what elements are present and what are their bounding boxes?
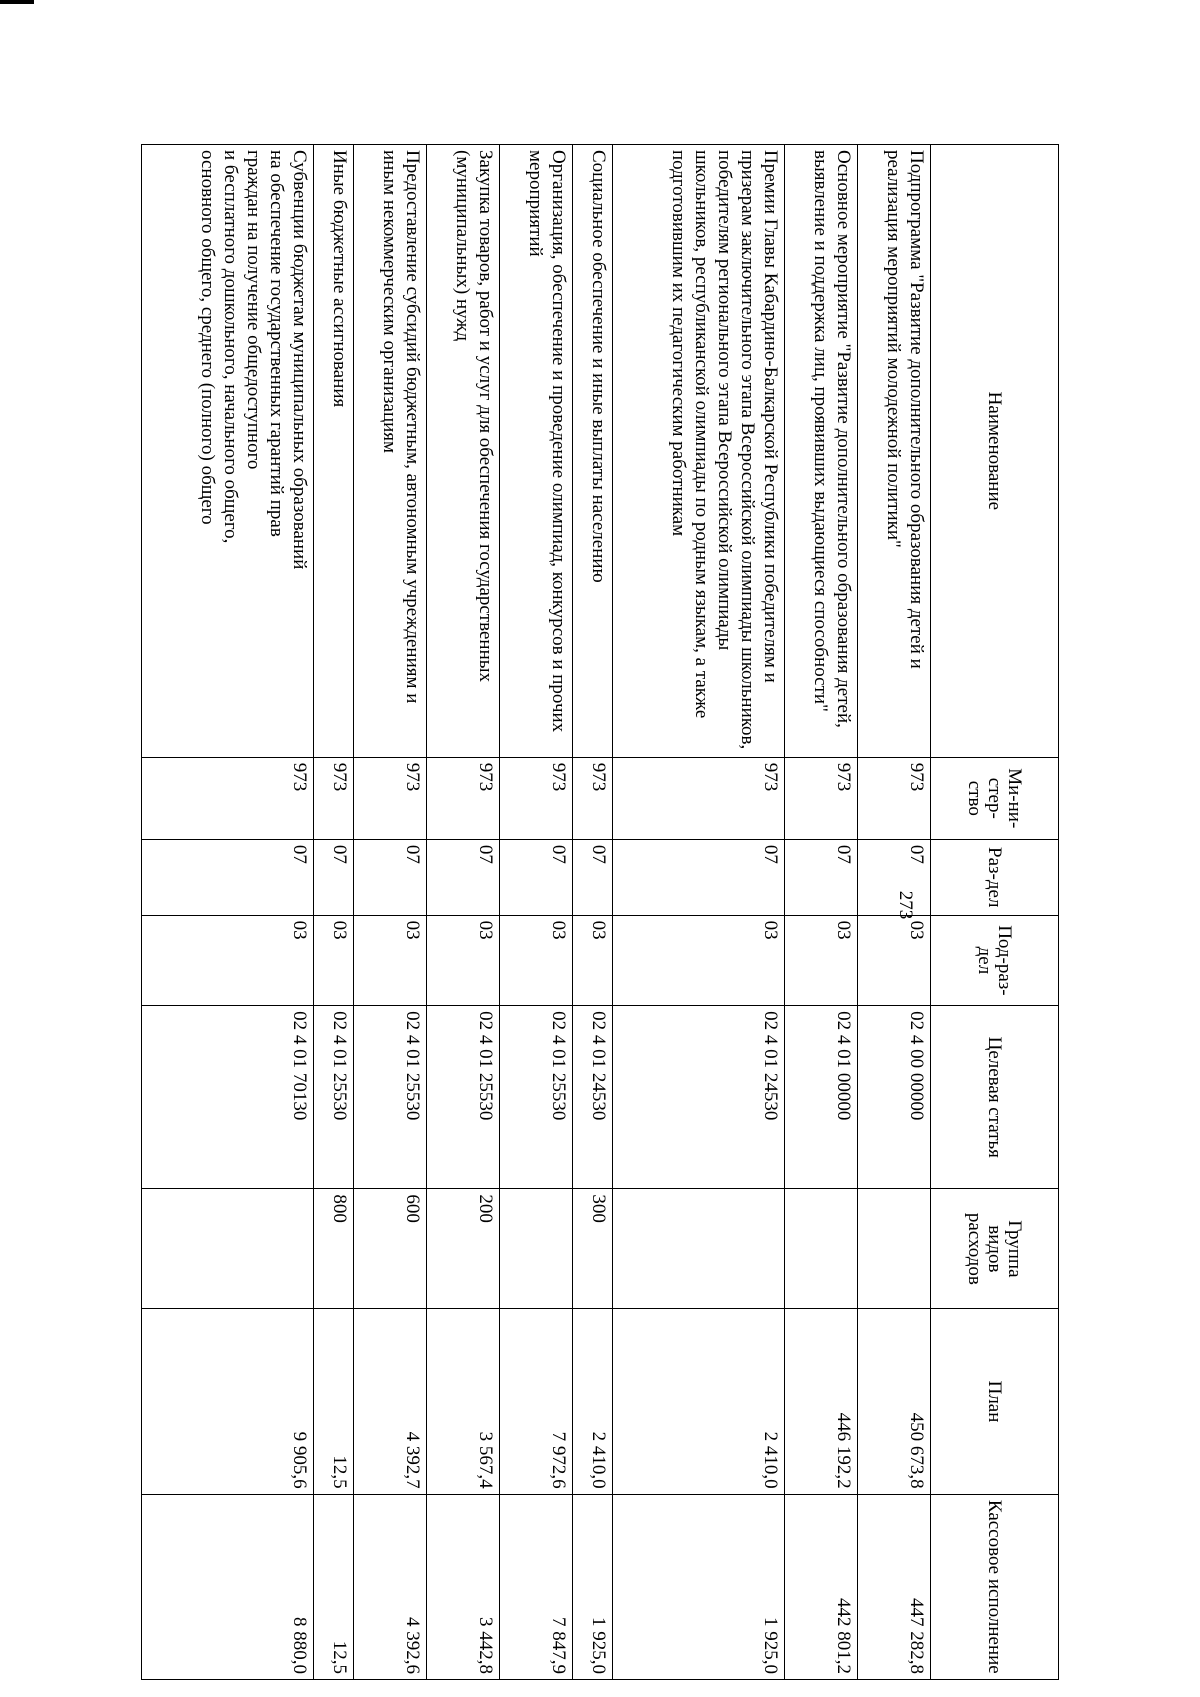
table-row [573, 145, 613, 1680]
cell-name: Предоставление субсидий бюджетным, автономным учреждениям и иным некоммерческим организациям [354, 145, 427, 758]
table-row [427, 145, 500, 1680]
cell-ministry: 973 [784, 757, 857, 839]
cell-plan: 450 673,8 [857, 1309, 930, 1494]
cell-ministry: 973 [313, 757, 353, 839]
cell-expense-group: 300 [573, 1189, 613, 1309]
cell-expense-group: 200 [427, 1189, 500, 1309]
cell-name: Иные бюджетные ассигнования [313, 145, 353, 758]
scan-edge-mark [0, 0, 34, 4]
cell-section: 07 [857, 839, 930, 915]
cell-plan: 7 972,6 [500, 1309, 573, 1494]
header-expense-group: Группа видов расходов [931, 1189, 1059, 1309]
cell-execution: 7 847,9 [500, 1494, 573, 1679]
cell-expense-group [784, 1189, 857, 1309]
cell-name-line: граждан на получение общедоступного [242, 150, 264, 470]
cell-target: 02 4 01 25530 [500, 1006, 573, 1189]
cell-section: 07 [500, 839, 573, 915]
cell-name: Основное мероприятие "Развитие дополнительного образования детей, выявление и поддержка лиц, проявивших выдающиеся способности" [784, 145, 857, 758]
header-section: Раз-дел [931, 839, 1059, 915]
cell-name: Социальное обеспечение и иные выплаты населению [573, 145, 613, 758]
cell-target: 02 4 01 25530 [354, 1006, 427, 1189]
cell-plan: 2 410,0 [573, 1309, 613, 1494]
cell-expense-group [142, 1189, 314, 1309]
cell-ministry: 973 [613, 757, 785, 839]
cell-plan: 446 192,2 [784, 1309, 857, 1494]
cell-expense-group [500, 1189, 573, 1309]
cell-section: 07 [613, 839, 785, 915]
cell-name-line: Субвенции бюджетам муниципальных образований [288, 150, 310, 570]
cell-plan: 2 410,0 [613, 1309, 785, 1494]
cell-subsection: 03 [500, 915, 573, 1006]
cell-ministry: 973 [427, 757, 500, 839]
cell-expense-group [613, 1189, 785, 1309]
cell-target: 02 4 01 24530 [573, 1006, 613, 1189]
table-row [613, 145, 785, 1680]
cell-section: 07 [142, 839, 314, 915]
page-number: 273 [895, 890, 916, 920]
table-row [313, 145, 353, 1680]
cell-name-line: основного общего, среднего (полного) общего [196, 150, 218, 525]
cell-execution: 1 925,0 [613, 1494, 785, 1679]
cell-plan: 12,5 [313, 1309, 353, 1494]
cell-subsection: 03 [427, 915, 500, 1006]
cell-plan: 9 905,6 [142, 1309, 314, 1494]
cell-execution: 1 925,0 [573, 1494, 613, 1679]
cell-subsection: 03 [784, 915, 857, 1006]
header-execution: Кассовое исполнение [931, 1494, 1059, 1679]
cell-ministry: 973 [857, 757, 930, 839]
table-row [354, 145, 427, 1680]
cell-ministry: 973 [354, 757, 427, 839]
cell-name: Подпрограмма "Развитие дополнительного образования детей и реализация мероприятий молодежной политики" [857, 145, 930, 758]
header-subsection: Под-раз-дел [931, 915, 1059, 1006]
cell-name [142, 145, 314, 758]
header-ministry: Ми-ни-стер-ство [931, 757, 1059, 839]
cell-plan: 3 567,4 [427, 1309, 500, 1494]
cell-target: 02 4 01 00000 [784, 1006, 857, 1189]
cell-expense-group: 800 [313, 1189, 353, 1309]
cell-section: 07 [313, 839, 353, 915]
cell-subsection: 03 [857, 915, 930, 1006]
table-row [857, 145, 930, 1680]
header-plan: План [931, 1309, 1059, 1494]
header-target: Целевая статья [931, 1006, 1059, 1189]
cell-execution: 447 282,8 [857, 1494, 930, 1679]
cell-name-line: на обеспечение государственных гарантий прав [265, 150, 287, 537]
cell-execution: 8 880,0 [142, 1494, 314, 1679]
cell-ministry: 973 [573, 757, 613, 839]
cell-name: Организация, обеспечение и проведение олимпиад, конкурсов и прочих мероприятий [500, 145, 573, 758]
cell-subsection: 03 [142, 915, 314, 1006]
cell-subsection: 03 [354, 915, 427, 1006]
table-row [500, 145, 573, 1680]
cell-ministry: 973 [500, 757, 573, 839]
rotated-page-content [141, 144, 1059, 1680]
cell-expense-group: 600 [354, 1189, 427, 1309]
cell-target: 02 4 01 70130 [142, 1006, 314, 1189]
table-row [784, 145, 857, 1680]
cell-subsection: 03 [613, 915, 785, 1006]
header-name: Наименование [931, 145, 1059, 758]
cell-target: 02 4 01 25530 [313, 1006, 353, 1189]
cell-execution: 4 392,6 [354, 1494, 427, 1679]
cell-execution: 442 801,2 [784, 1494, 857, 1679]
budget-table [141, 144, 1059, 1680]
cell-target: 02 4 01 25530 [427, 1006, 500, 1189]
cell-name: Закупка товаров, работ и услуг для обеспечения государственных (муниципальных) нужд [427, 145, 500, 758]
cell-expense-group [857, 1189, 930, 1309]
cell-section: 07 [354, 839, 427, 915]
table-row-subvention [142, 145, 314, 1680]
cell-name: Премии Главы Кабардино-Балкарской Республики победителям и призерам заключительного этапа Всероссийской олимпиады школьников, победителям регионального этапа Всероссийской олимпиады школьников, республиканской олимпиады по родным языкам, а также подготовившим их педагогическим работникам [613, 145, 785, 758]
table-header-row [931, 145, 1059, 1680]
cell-name-line: и бесплатного дошкольного, начального общего, [219, 150, 241, 544]
cell-target: 02 4 01 24530 [613, 1006, 785, 1189]
cell-plan: 4 392,7 [354, 1309, 427, 1494]
cell-ministry: 973 [142, 757, 314, 839]
cell-execution: 3 442,8 [427, 1494, 500, 1679]
cell-execution: 12,5 [313, 1494, 353, 1679]
cell-section: 07 [784, 839, 857, 915]
cell-section: 07 [573, 839, 613, 915]
cell-subsection: 03 [573, 915, 613, 1006]
cell-subsection: 03 [313, 915, 353, 1006]
cell-section: 07 [427, 839, 500, 915]
cell-target: 02 4 00 00000 [857, 1006, 930, 1189]
